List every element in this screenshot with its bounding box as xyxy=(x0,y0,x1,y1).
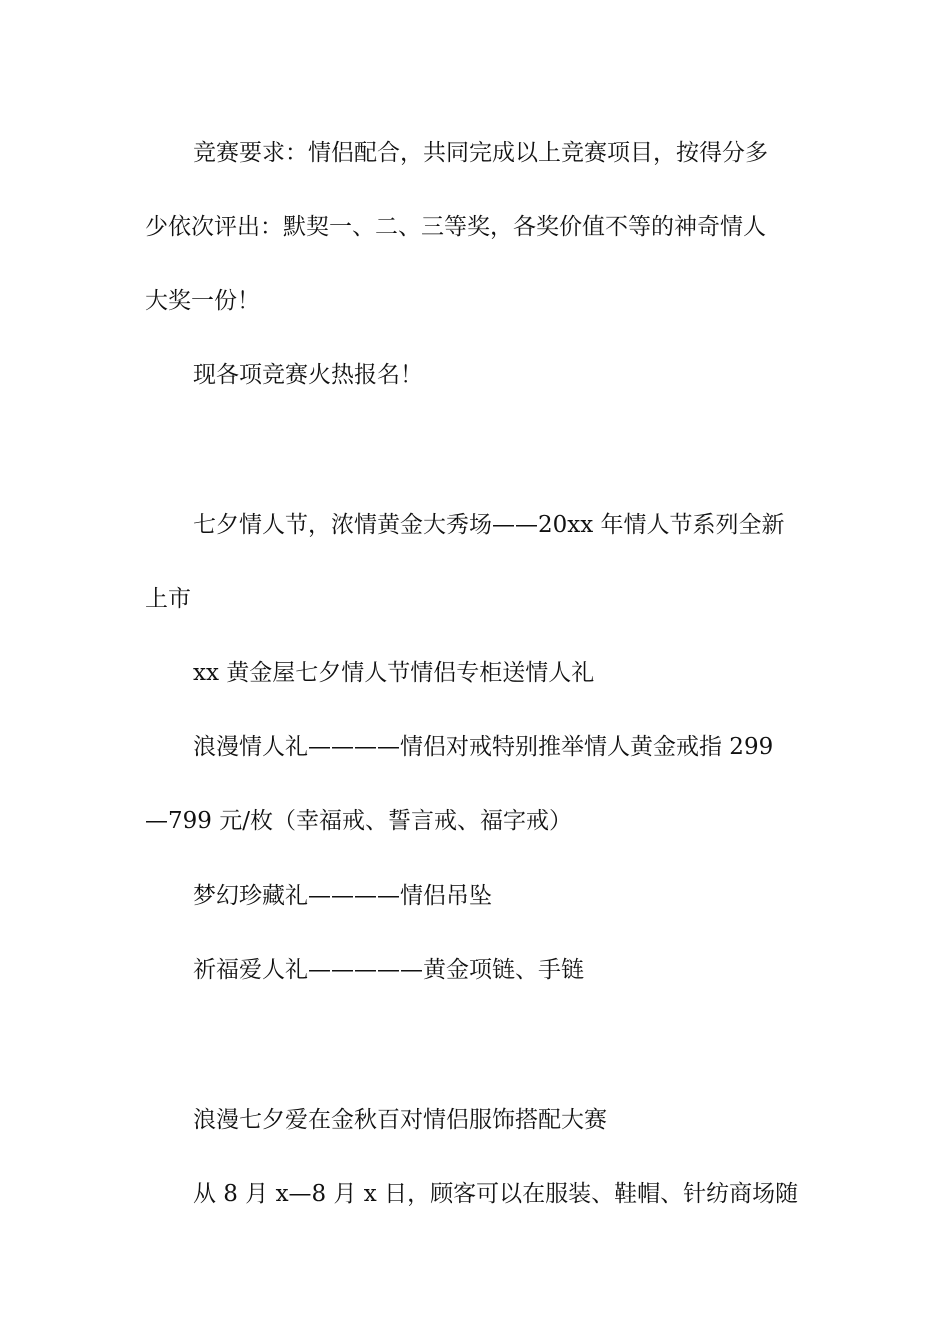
paragraph-text: 梦幻珍藏礼————情侣吊坠 xyxy=(193,883,492,909)
section-gold-house xyxy=(145,636,810,710)
section-blessing-gift xyxy=(145,933,810,1007)
paragraph-line: 七夕情人节，浓情黄金大秀场——20xx 年情人节系列全新 xyxy=(193,512,785,538)
section-contest-dates xyxy=(145,1157,810,1231)
paragraph-line: 上市 xyxy=(145,586,191,612)
section-gold-show xyxy=(145,488,810,636)
paragraph-line: 浪漫情人礼————情侣对戒特别推举情人黄金戒指 299 xyxy=(193,734,774,760)
section-registration xyxy=(145,338,810,412)
paragraph-text: xx 黄金屋七夕情人节情侣专柜送情人礼 xyxy=(193,660,595,686)
paragraph-text: 祈福爱人礼—————黄金项链、手链 xyxy=(193,957,584,983)
paragraph-line: —799 元/枚（幸福戒、誓言戒、福字戒） xyxy=(145,808,572,834)
paragraph-text: 浪漫七夕爱在金秋百对情侣服饰搭配大赛 xyxy=(193,1107,607,1133)
paragraph-text: 现各项竞赛火热报名！ xyxy=(193,362,423,388)
section-dream-gift xyxy=(145,859,810,933)
section-competition-requirements xyxy=(145,116,810,338)
paragraph-line: 大奖一份！ xyxy=(145,288,260,314)
paragraph-line: 少依次评出：默契一、二、三等奖，各奖价值不等的神奇情人 xyxy=(145,214,766,240)
paragraph-text: 从 8 月 x—8 月 x 日，顾客可以在服装、鞋帽、针纺商场随 xyxy=(193,1181,799,1207)
paragraph-line: 竞赛要求：情侣配合，共同完成以上竞赛项目，按得分多 xyxy=(193,140,768,166)
section-romantic-gift xyxy=(145,710,810,858)
section-fashion-contest xyxy=(145,1083,810,1157)
